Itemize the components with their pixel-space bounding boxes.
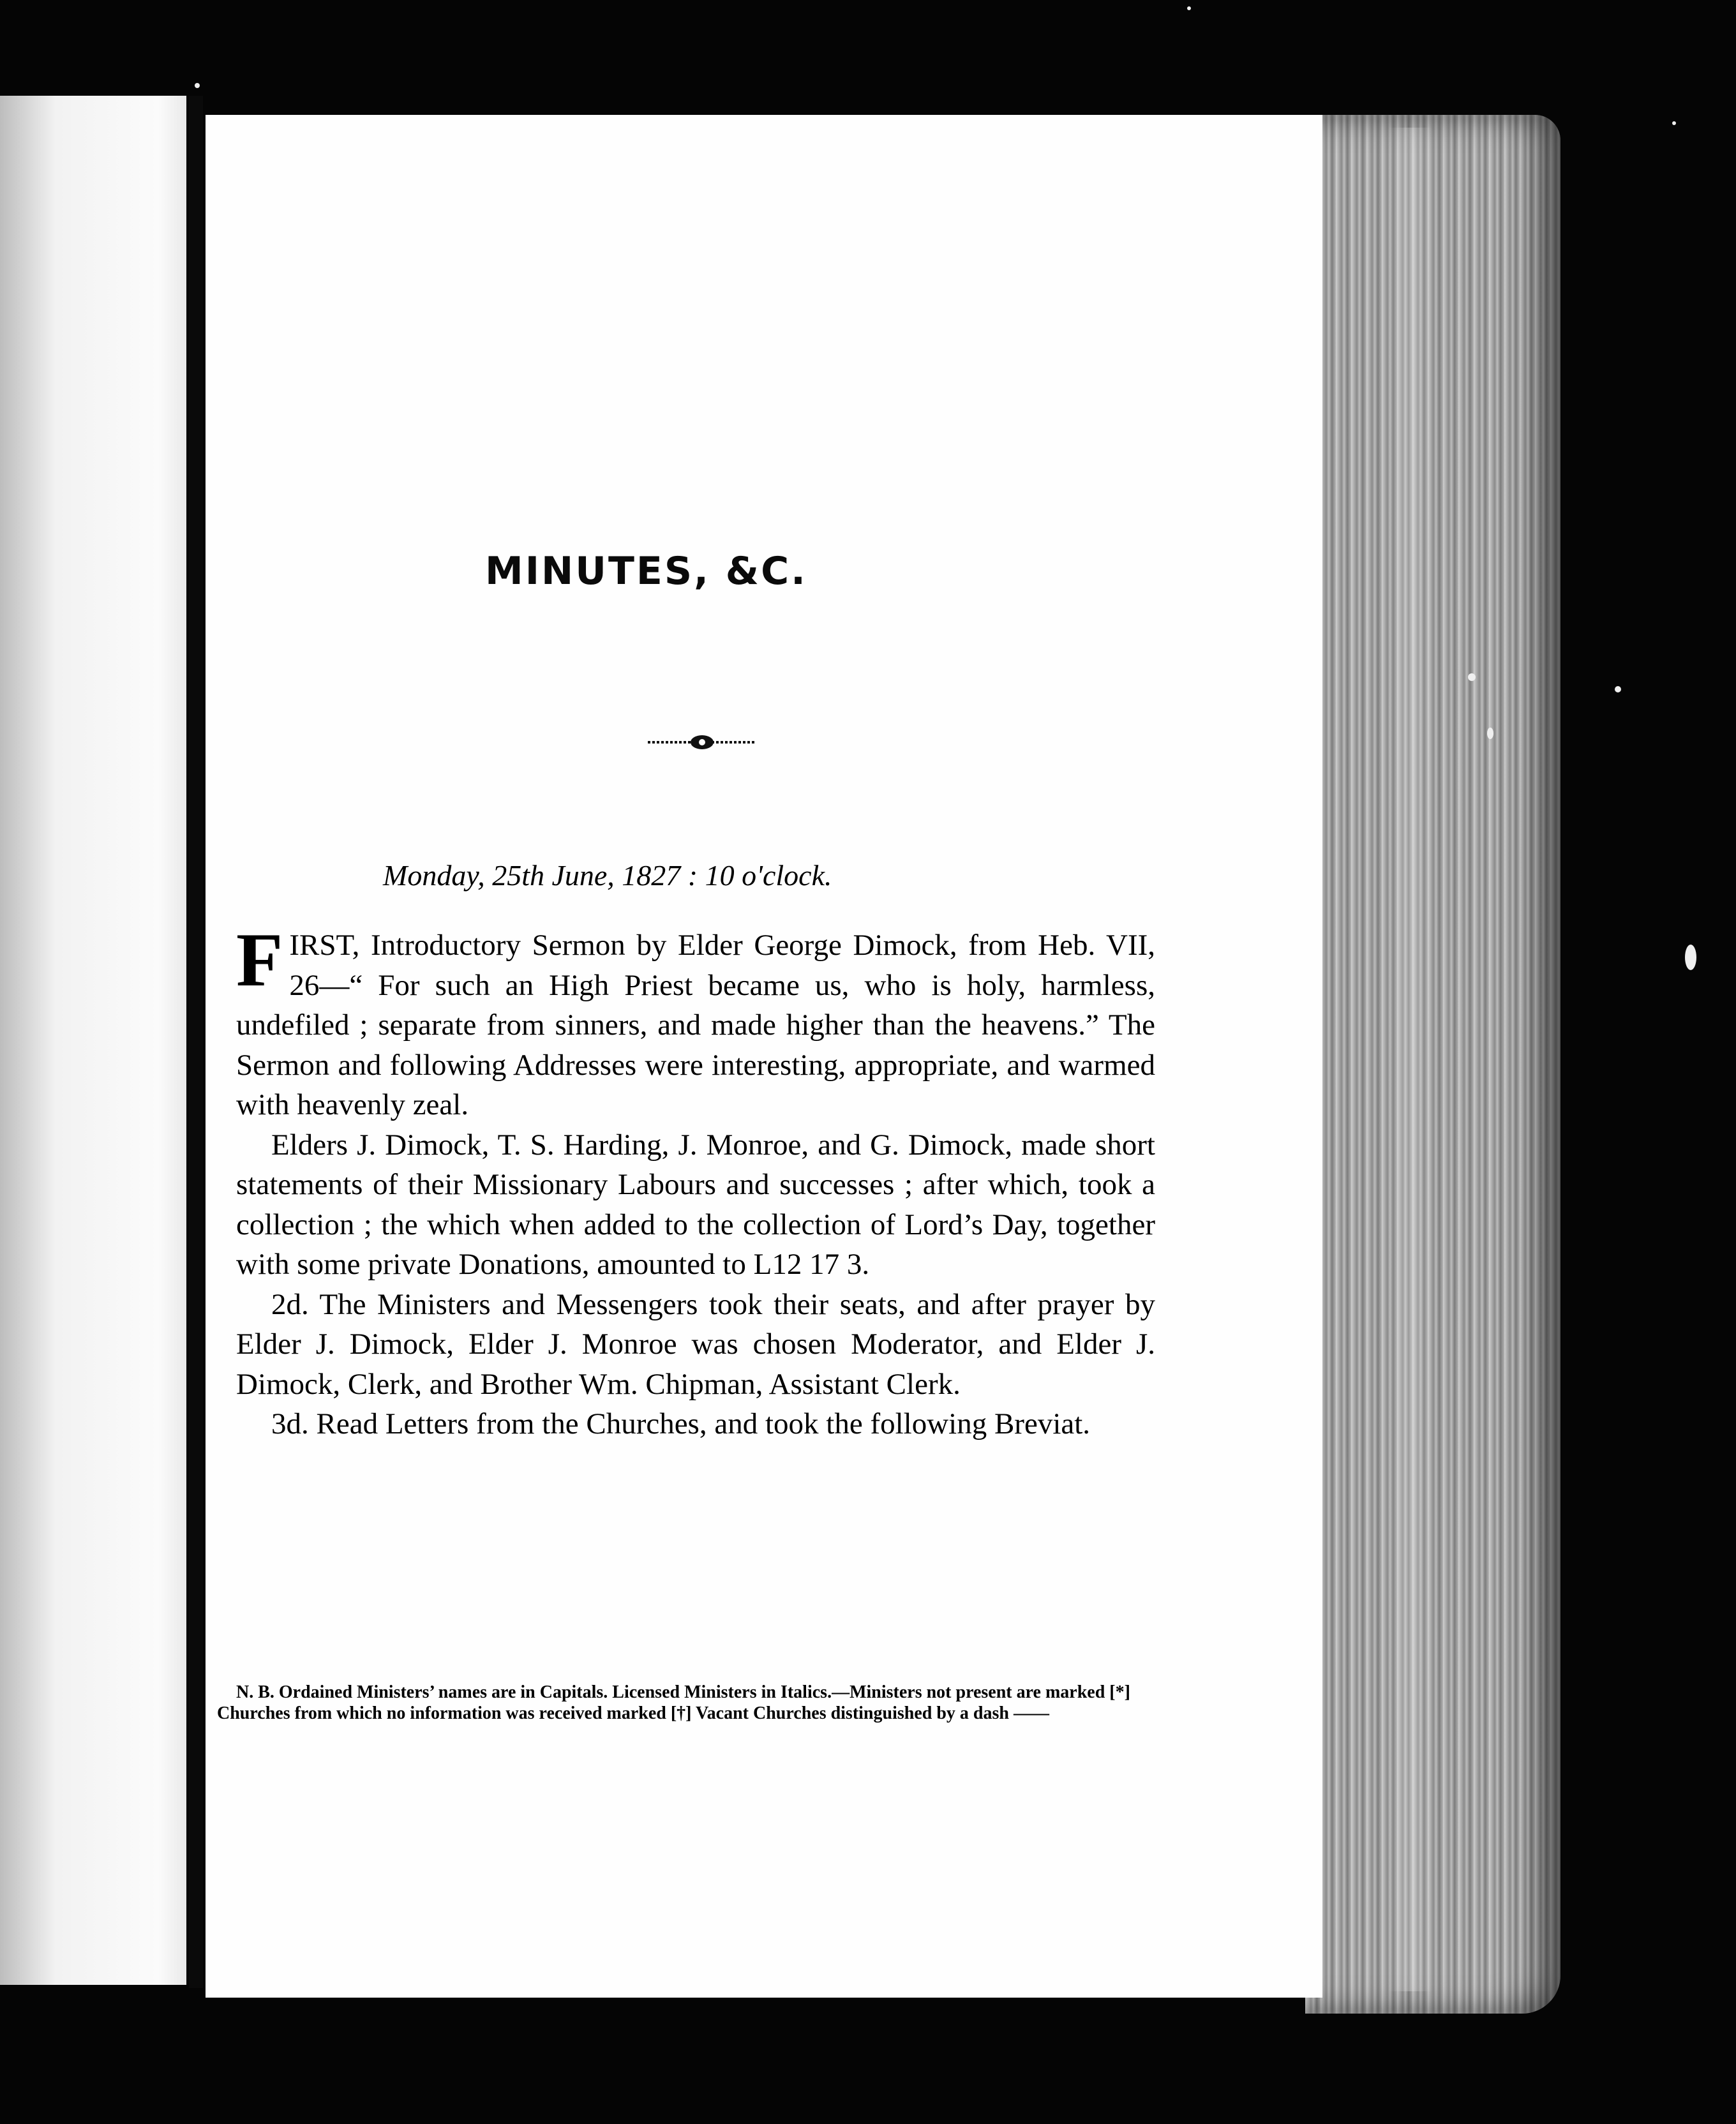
facing-page xyxy=(0,96,186,1985)
page-edges xyxy=(1305,115,1560,2014)
dateline: Monday, 25th June, 1827 : 10 o'clock. xyxy=(383,859,832,892)
dust-speck xyxy=(1468,673,1476,681)
dust-speck xyxy=(1672,121,1676,125)
minutes-body xyxy=(236,917,1155,1444)
page-heading: MINUTES, &C. xyxy=(485,549,807,594)
dust-speck xyxy=(1615,686,1621,692)
footnote-text: N. B. Ordained Ministers’ names are in Capitals. Licensed Ministers in Italics.—Ministers not present are marked [*] Churches from which no information was received marked [†] Vacant Churches distinguished by a dash —— xyxy=(217,1682,1130,1723)
paragraph-text: IRST, Introductory Sermon by Elder George Dimock, from Heb. VII, 26—“ For such an High Priest became us, who is holy, harmless, undefiled ; separate from sinners, and made higher than the heavens.” The Sermon and following Addresses were interesting, appropriate, and warmed with heavenly zeal. xyxy=(236,929,1155,1121)
dust-speck xyxy=(1487,728,1493,739)
footnote xyxy=(217,1682,1149,1724)
page-edges-highlight xyxy=(1388,128,1433,1991)
dust-speck xyxy=(1187,6,1191,10)
dust-speck xyxy=(195,83,200,88)
drop-cap: F xyxy=(236,917,283,1002)
paragraph-introductory-sermon xyxy=(236,917,1155,1125)
ornament-divider-icon xyxy=(648,733,756,752)
dust-speck xyxy=(1685,945,1696,970)
paragraph-read-letters: 3d. Read Letters from the Churches, and took the following Breviat. xyxy=(271,1407,1091,1440)
paragraph-missionary-labours: Elders J. Dimock, T. S. Harding, J. Monroe, and G. Dimock, made short statements of their Missionary Labours and successes ; after which, took a collection ; the which when added to the collection of Lord’s Day, together with some private Donations, amounted to L12 17 3. xyxy=(236,1128,1155,1281)
paragraph-moderator-chosen: 2d. The Ministers and Messengers took their seats, and after prayer by Elder J. Dimock, Elder J. Monroe was chosen Moderator, and Elder J. Dimock, Clerk, and Brother Wm. Chipman, Assistant Clerk. xyxy=(236,1287,1155,1401)
book-gutter xyxy=(189,96,203,1988)
